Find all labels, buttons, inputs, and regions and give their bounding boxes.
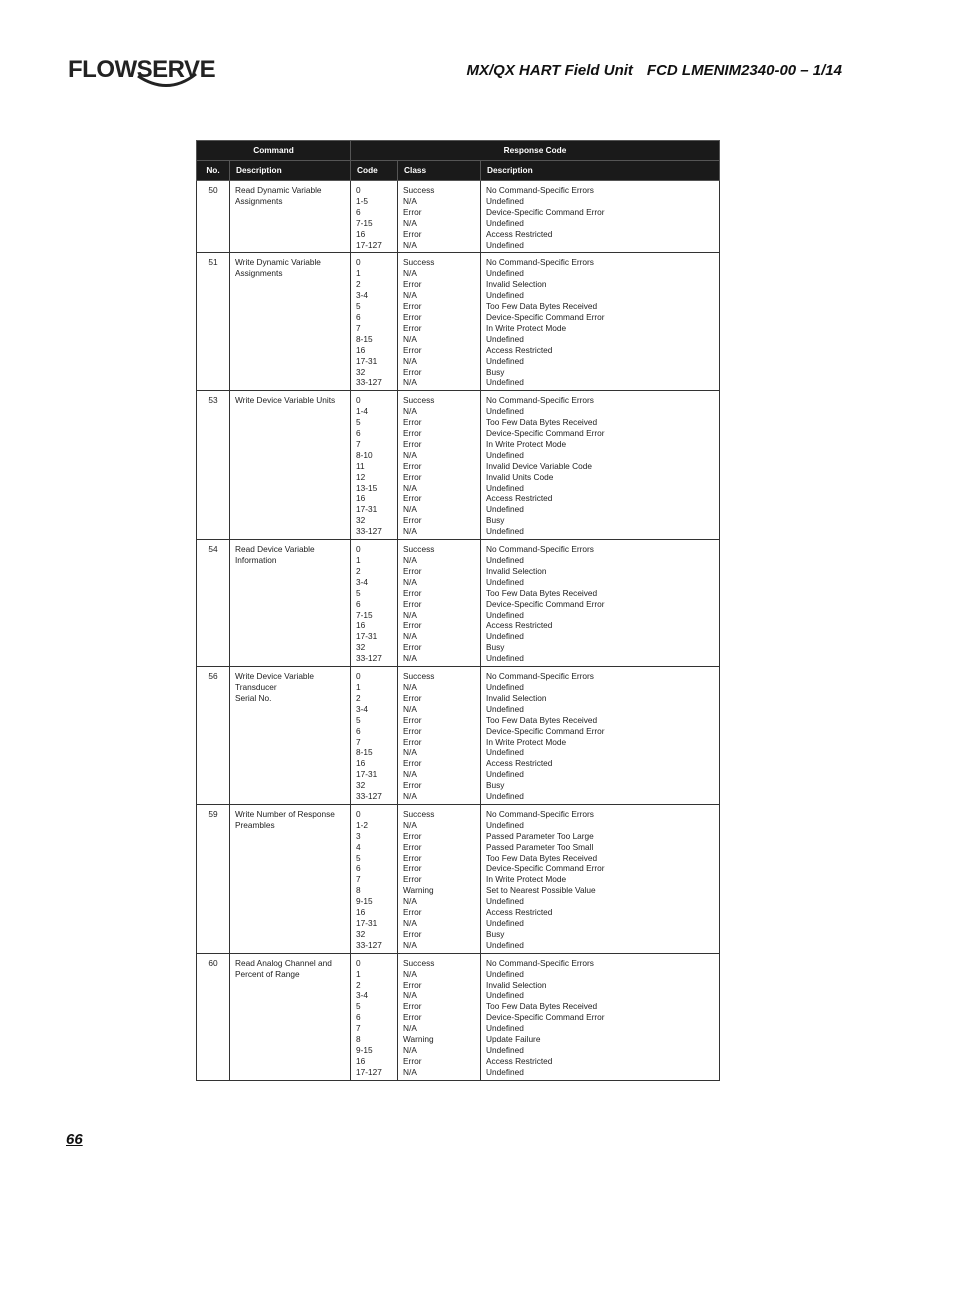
response-descriptions: No Command-Specific Errors Undefined Invalid Selection Undefined Too Few Data Bytes Received Device-Specific Command Error Undefined Update Failure Undefined Access Restricted Undefined — [481, 953, 720, 1080]
col-class-header: Class — [398, 161, 481, 181]
table-row — [197, 391, 720, 540]
response-classes: Success N/A Error N/A Error N/A — [398, 181, 481, 253]
col-code-header: Code — [351, 161, 398, 181]
response-code-table — [196, 140, 720, 1081]
response-descriptions: No Command-Specific Errors Undefined Invalid Selection Undefined Too Few Data Bytes Received Device-Specific Command Error In Write Protect Mode Undefined Access Restricted Undefined Busy Undefined — [481, 667, 720, 805]
table-row — [197, 804, 720, 953]
response-codes: 0 1-2 3 4 5 6 7 8 9-15 16 17-31 32 33-127 — [351, 804, 398, 953]
command-number: 51 — [197, 253, 230, 391]
response-classes: Success N/A Error N/A Error Error Error N/A Error N/A Error N/A — [398, 667, 481, 805]
command-number: 56 — [197, 667, 230, 805]
group-header-row — [197, 141, 720, 161]
response-codes: 0 1-5 6 7-15 16 17-127 — [351, 181, 398, 253]
response-descriptions: No Command-Specific Errors Undefined Invalid Selection Undefined Too Few Data Bytes Received Device-Specific Command Error In Write Protect Mode Undefined Access Restricted Undefined Busy Undefined — [481, 253, 720, 391]
response-codes: 0 1 2 3-4 5 6 7-15 16 17-31 32 33-127 — [351, 540, 398, 667]
command-number: 60 — [197, 953, 230, 1080]
table-row — [197, 540, 720, 667]
table-row — [197, 253, 720, 391]
response-codes: 0 1 2 3-4 5 6 7 8 9-15 16 17-127 — [351, 953, 398, 1080]
response-classes: Success N/A Error N/A Error Error N/A Error N/A Error N/A — [398, 540, 481, 667]
command-group-header: Command — [197, 141, 351, 161]
command-description: Read Dynamic Variable Assignments — [230, 181, 351, 253]
response-classes: Success N/A Error Error Error Error Error Warning N/A Error N/A Error N/A — [398, 804, 481, 953]
column-header-row — [197, 161, 720, 181]
response-classes: Success N/A Error N/A Error Error N/A Warning N/A Error N/A — [398, 953, 481, 1080]
document-header — [453, 62, 842, 79]
response-descriptions: No Command-Specific Errors Undefined Device-Specific Command Error Undefined Access Restricted Undefined — [481, 181, 720, 253]
command-description: Write Device Variable Units — [230, 391, 351, 540]
doc-code: FCD LMENIM2340-00 – 1/14 — [646, 62, 842, 79]
command-description: Write Number of Response Preambles — [230, 804, 351, 953]
doc-title: MX/QX HART Field Unit — [466, 62, 633, 79]
response-codes: 0 1 2 3-4 5 6 7 8-15 16 17-31 32 33-127 — [351, 667, 398, 805]
response-descriptions: No Command-Specific Errors Undefined Passed Parameter Too Large Passed Parameter Too Small Too Few Data Bytes Received Device-Specific Command Error In Write Protect Mode Set to Nearest Possible Value Undefined Access Restricted Undefined Busy Undefined — [481, 804, 720, 953]
col-response-description-header: Description — [481, 161, 720, 181]
col-description-header: Description — [230, 161, 351, 181]
command-description: Write Dynamic Variable Assignments — [230, 253, 351, 391]
command-description: Read Device Variable Information — [230, 540, 351, 667]
table-row — [197, 181, 720, 253]
table-row — [197, 667, 720, 805]
col-no-header: No. — [197, 161, 230, 181]
response-codes: 0 1-4 5 6 7 8-10 11 12 13-15 16 17-31 32 33-127 — [351, 391, 398, 540]
response-classes: Success N/A Error Error Error N/A Error Error N/A Error N/A Error N/A — [398, 391, 481, 540]
response-descriptions: No Command-Specific Errors Undefined Too Few Data Bytes Received Device-Specific Command Error In Write Protect Mode Undefined Invalid Device Variable Code Invalid Units Code Undefined Access Restricted Undefined Busy Undefined — [481, 391, 720, 540]
command-number: 53 — [197, 391, 230, 540]
command-number: 54 — [197, 540, 230, 667]
response-codes: 0 1 2 3-4 5 6 7 8-15 16 17-31 32 33-127 — [351, 253, 398, 391]
command-number: 59 — [197, 804, 230, 953]
response-group-header: Response Code — [351, 141, 720, 161]
command-description: Read Analog Channel and Percent of Range — [230, 953, 351, 1080]
response-classes: Success N/A Error N/A Error Error Error N/A Error N/A Error N/A — [398, 253, 481, 391]
page-number: 66 — [66, 1131, 83, 1148]
table-row — [197, 953, 720, 1080]
logo-text: FLOWSERVE — [68, 56, 216, 83]
command-description: Write Device Variable Transducer Serial No. — [230, 667, 351, 805]
command-number: 50 — [197, 181, 230, 253]
flowserve-logo — [68, 52, 216, 94]
response-descriptions: No Command-Specific Errors Undefined Invalid Selection Undefined Too Few Data Bytes Received Device-Specific Command Error Undefined Access Restricted Undefined Busy Undefined — [481, 540, 720, 667]
